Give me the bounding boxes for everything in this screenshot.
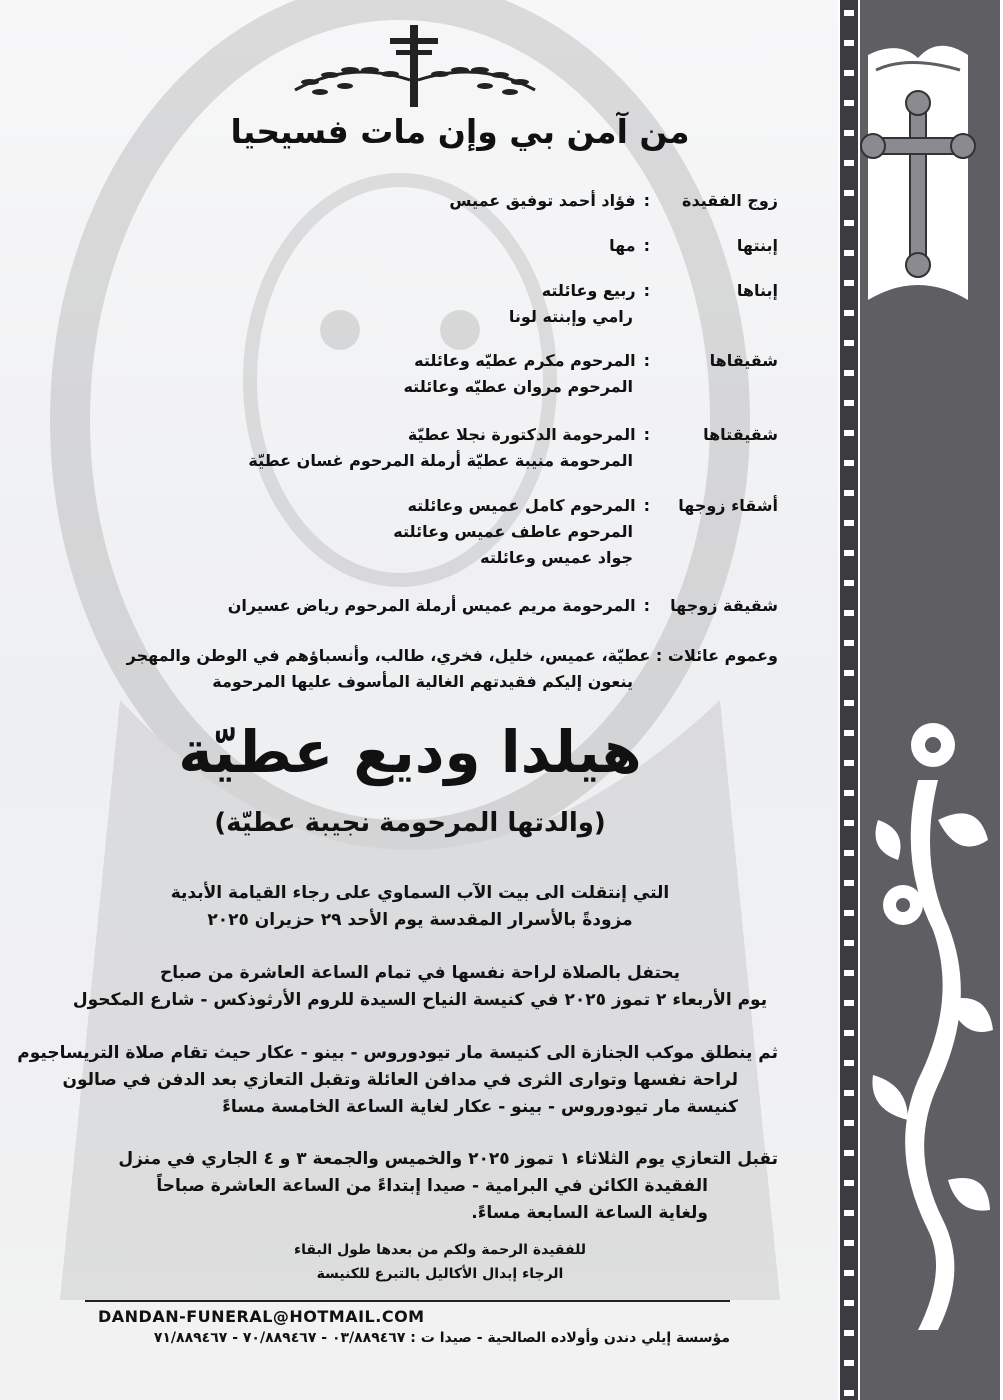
family-value-line: المرحوم عاطف عميس وعائلته bbox=[393, 522, 633, 541]
family-label: شقيقة زوجها bbox=[670, 596, 778, 615]
family-label: إبنتها bbox=[736, 236, 778, 255]
side-ornament-panel bbox=[838, 0, 1003, 1400]
procession-line-1: ثم ينطلق موكب الجنازة الى كنيسة مار تيودوروس - بينو - عكار حيث تقام صلاة التريساجيوم bbox=[17, 1043, 778, 1063]
condolences-line-2: الفقيدة الكائن في البرامية - صيدا إبتداءً من الساعة العاشرة صباحاً bbox=[156, 1176, 708, 1196]
passing-line-2: مزودةً بالأسرار المقدسة يوم الأحد ٢٩ حزيران ٢٠٢٥ bbox=[207, 910, 633, 930]
family-value: :المرحومة الدكتورة نجلا عطيّة bbox=[407, 425, 650, 444]
service-line-1: يحتفل بالصلاة لراحة نفسها في تمام الساعة العاشرة من صباح bbox=[159, 963, 681, 983]
closing-line-2: الرجاء إبدال الأكاليل بالتبرع للكنيسة bbox=[316, 1266, 564, 1282]
condolences-line-1: تقبل التعازي يوم الثلاثاء ١ تموز ٢٠٢٥ والخميس والجمعة ٣ و ٤ الجاري في منزل bbox=[118, 1149, 778, 1169]
condolences-line-3: ولغاية الساعة السابعة مساءً. bbox=[471, 1203, 708, 1223]
family-label: أشقاء زوجها bbox=[678, 496, 778, 515]
family-value-line: المرحوم مروان عطيّه وعائلته bbox=[403, 377, 633, 396]
family-value: :مها bbox=[609, 236, 650, 255]
relatives-line: وعموم عائلات : عطيّة، عميس، خليل، فخري، طالب، وأنسباؤهم في الوطن والمهجر bbox=[126, 646, 778, 665]
family-value-line: المرحومة منيبة عطيّة أرملة المرحوم غسان عطيّة bbox=[248, 451, 633, 470]
service-line-2: يوم الأربعاء ٢ تموز ٢٠٢٥ في كنيسة النياح السيدة للروم الأرثوذكس - شارع المكحول bbox=[72, 990, 768, 1010]
deceased-subtitle: (والدتها المرحومة نجيبة عطيّة) bbox=[214, 808, 606, 838]
family-label: شقيقتاها bbox=[703, 425, 778, 444]
footer-email: DANDAN-FUNERAL@HOTMAIL.COM bbox=[98, 1307, 425, 1326]
family-value-line: جواد عميس وعائلته bbox=[480, 548, 633, 567]
family-label: شقيقاها bbox=[709, 351, 778, 370]
family-value: :المرحوم كامل عميس وعائلته bbox=[407, 496, 650, 515]
cross-icon bbox=[290, 20, 540, 110]
procession-line-2: لراحة نفسها وتوارى الثرى في مدافن العائلة وتقبل التعازي بعد الدفن في صالون bbox=[62, 1070, 738, 1090]
footer-divider bbox=[85, 1300, 730, 1302]
deceased-name: هيلدا وديع عطيّة bbox=[178, 718, 642, 786]
family-label: إبناها bbox=[736, 281, 778, 300]
motto-verse: من آمن بي وإن مات فسيحيا bbox=[230, 112, 690, 151]
family-value: :ربيع وعائلته bbox=[541, 281, 650, 300]
family-value: :فؤاد أحمد توفيق عميس bbox=[449, 191, 650, 210]
closing-line-1: للفقيدة الرحمة ولكم من بعدها طول البقاء bbox=[293, 1242, 587, 1258]
family-value: :المرحوم مكرم عطيّه وعائلته bbox=[414, 351, 650, 370]
family-value-line: رامي وإبنته لونا bbox=[508, 307, 633, 326]
family-label: زوج الفقيدة bbox=[682, 191, 778, 210]
footer-address: مؤسسة إيلي دندن وأولاده الصالحية - صيدا ت : ٠٣/٨٨٩٤٦٧ - ٧٠/٨٨٩٤٦٧ - ٧١/٨٨٩٤٦٧ bbox=[153, 1330, 730, 1346]
family-value: :المرحومة مريم عميس أرملة المرحوم رياض عسيران bbox=[227, 596, 650, 615]
passing-line-1: التي إنتقلت الى بيت الآب السماوي على رجاء القيامة الأبدية bbox=[170, 883, 670, 903]
announcement-line: ينعون إليكم فقيدتهم الغالية المأسوف عليها المرحومة bbox=[212, 672, 633, 691]
procession-line-3: كنيسة مار تيودوروس - بينو - عكار لغاية الساعة الخامسة مساءً bbox=[222, 1097, 738, 1117]
